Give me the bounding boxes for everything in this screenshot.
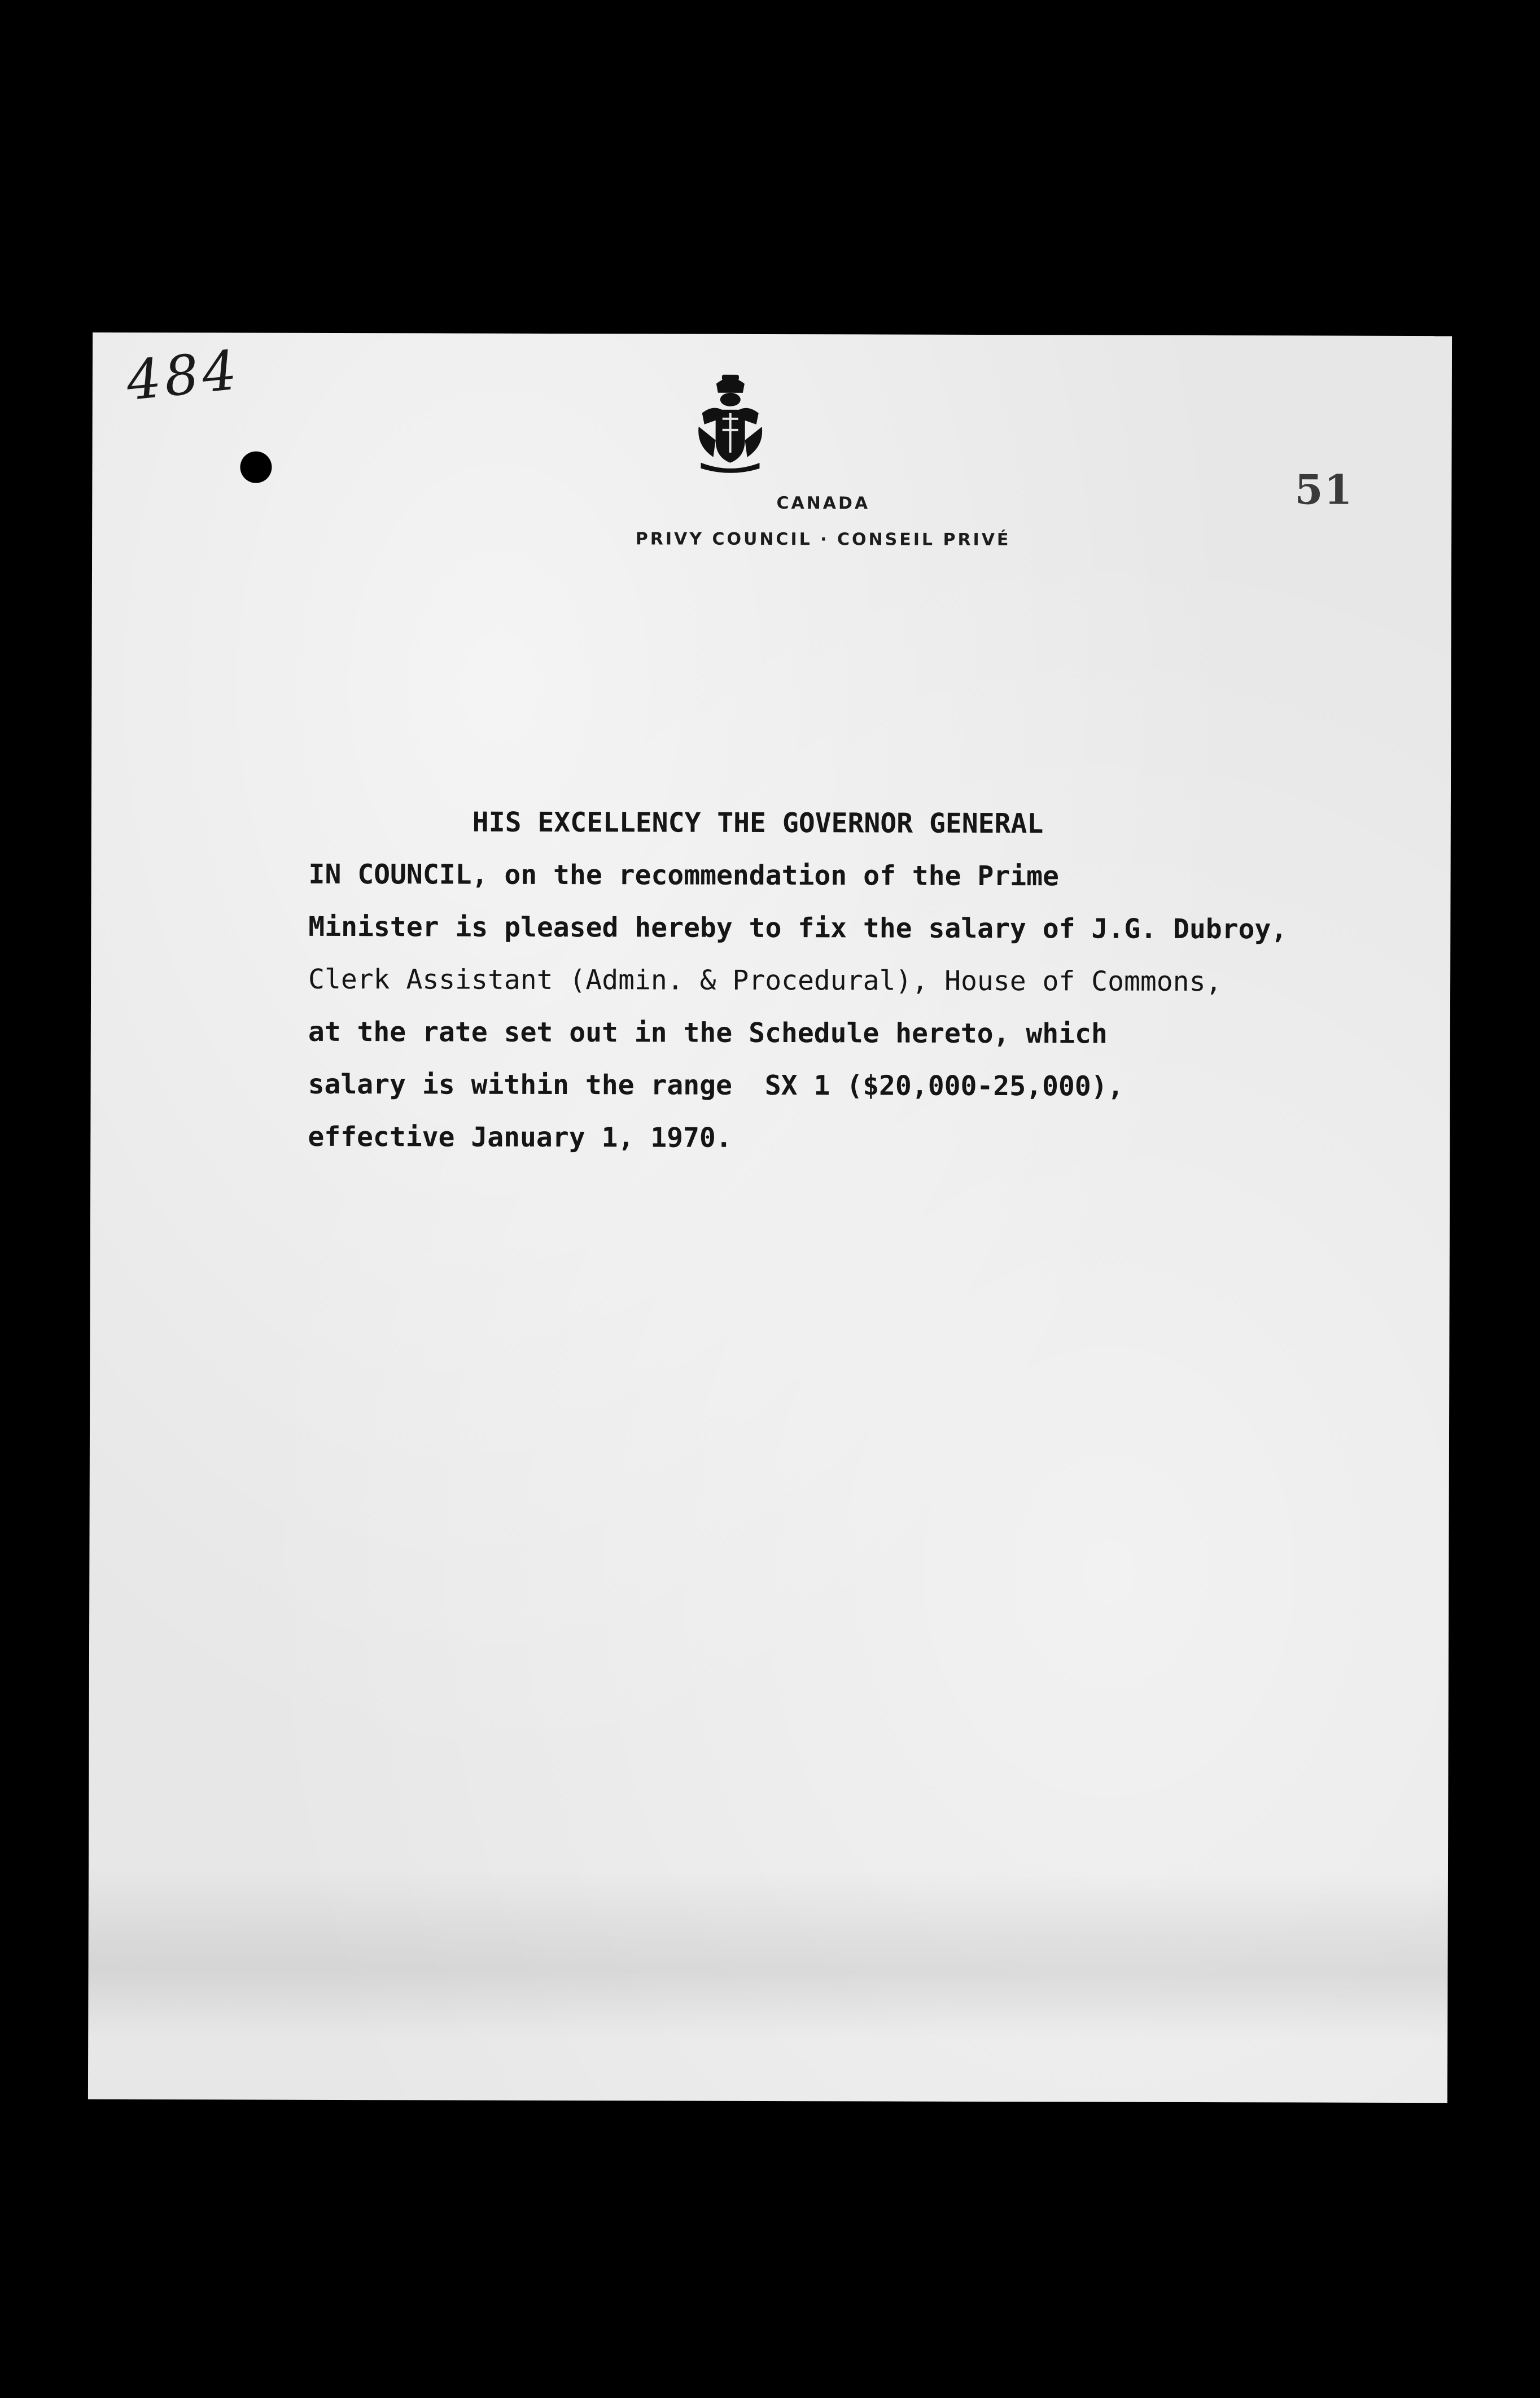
coat-of-arms-icon xyxy=(690,373,769,474)
punch-hole xyxy=(240,452,272,483)
scan-shading xyxy=(88,1868,1448,2041)
order-line: Minister is pleased hereby to fix the salary of J.G. Dubroy, xyxy=(308,911,1288,946)
order-heading: HIS EXCELLENCY THE GOVERNOR GENERAL xyxy=(472,806,1044,840)
order-line: IN COUNCIL, on the recommendation of the Prime xyxy=(308,858,1059,892)
letterhead-country: CANADA xyxy=(776,493,870,514)
order-line: effective January 1, 1970. xyxy=(308,1121,732,1154)
paper-sheet xyxy=(88,332,1452,2103)
order-line: Clerk Assistant (Admin. & Procedural), House of Commons, xyxy=(308,963,1222,998)
letterhead-council: PRIVY COUNCIL · CONSEIL PRIVÉ xyxy=(635,529,1011,550)
handwritten-page-number: 484 xyxy=(123,338,243,413)
order-line: at the rate set out in the Schedule hereto, which xyxy=(308,1016,1108,1050)
order-line: salary is within the range SX 1 ($20,000-25,000), xyxy=(308,1068,1124,1102)
order-in-council-text xyxy=(308,796,1381,1166)
stamped-page-number: 51 xyxy=(1294,465,1354,514)
